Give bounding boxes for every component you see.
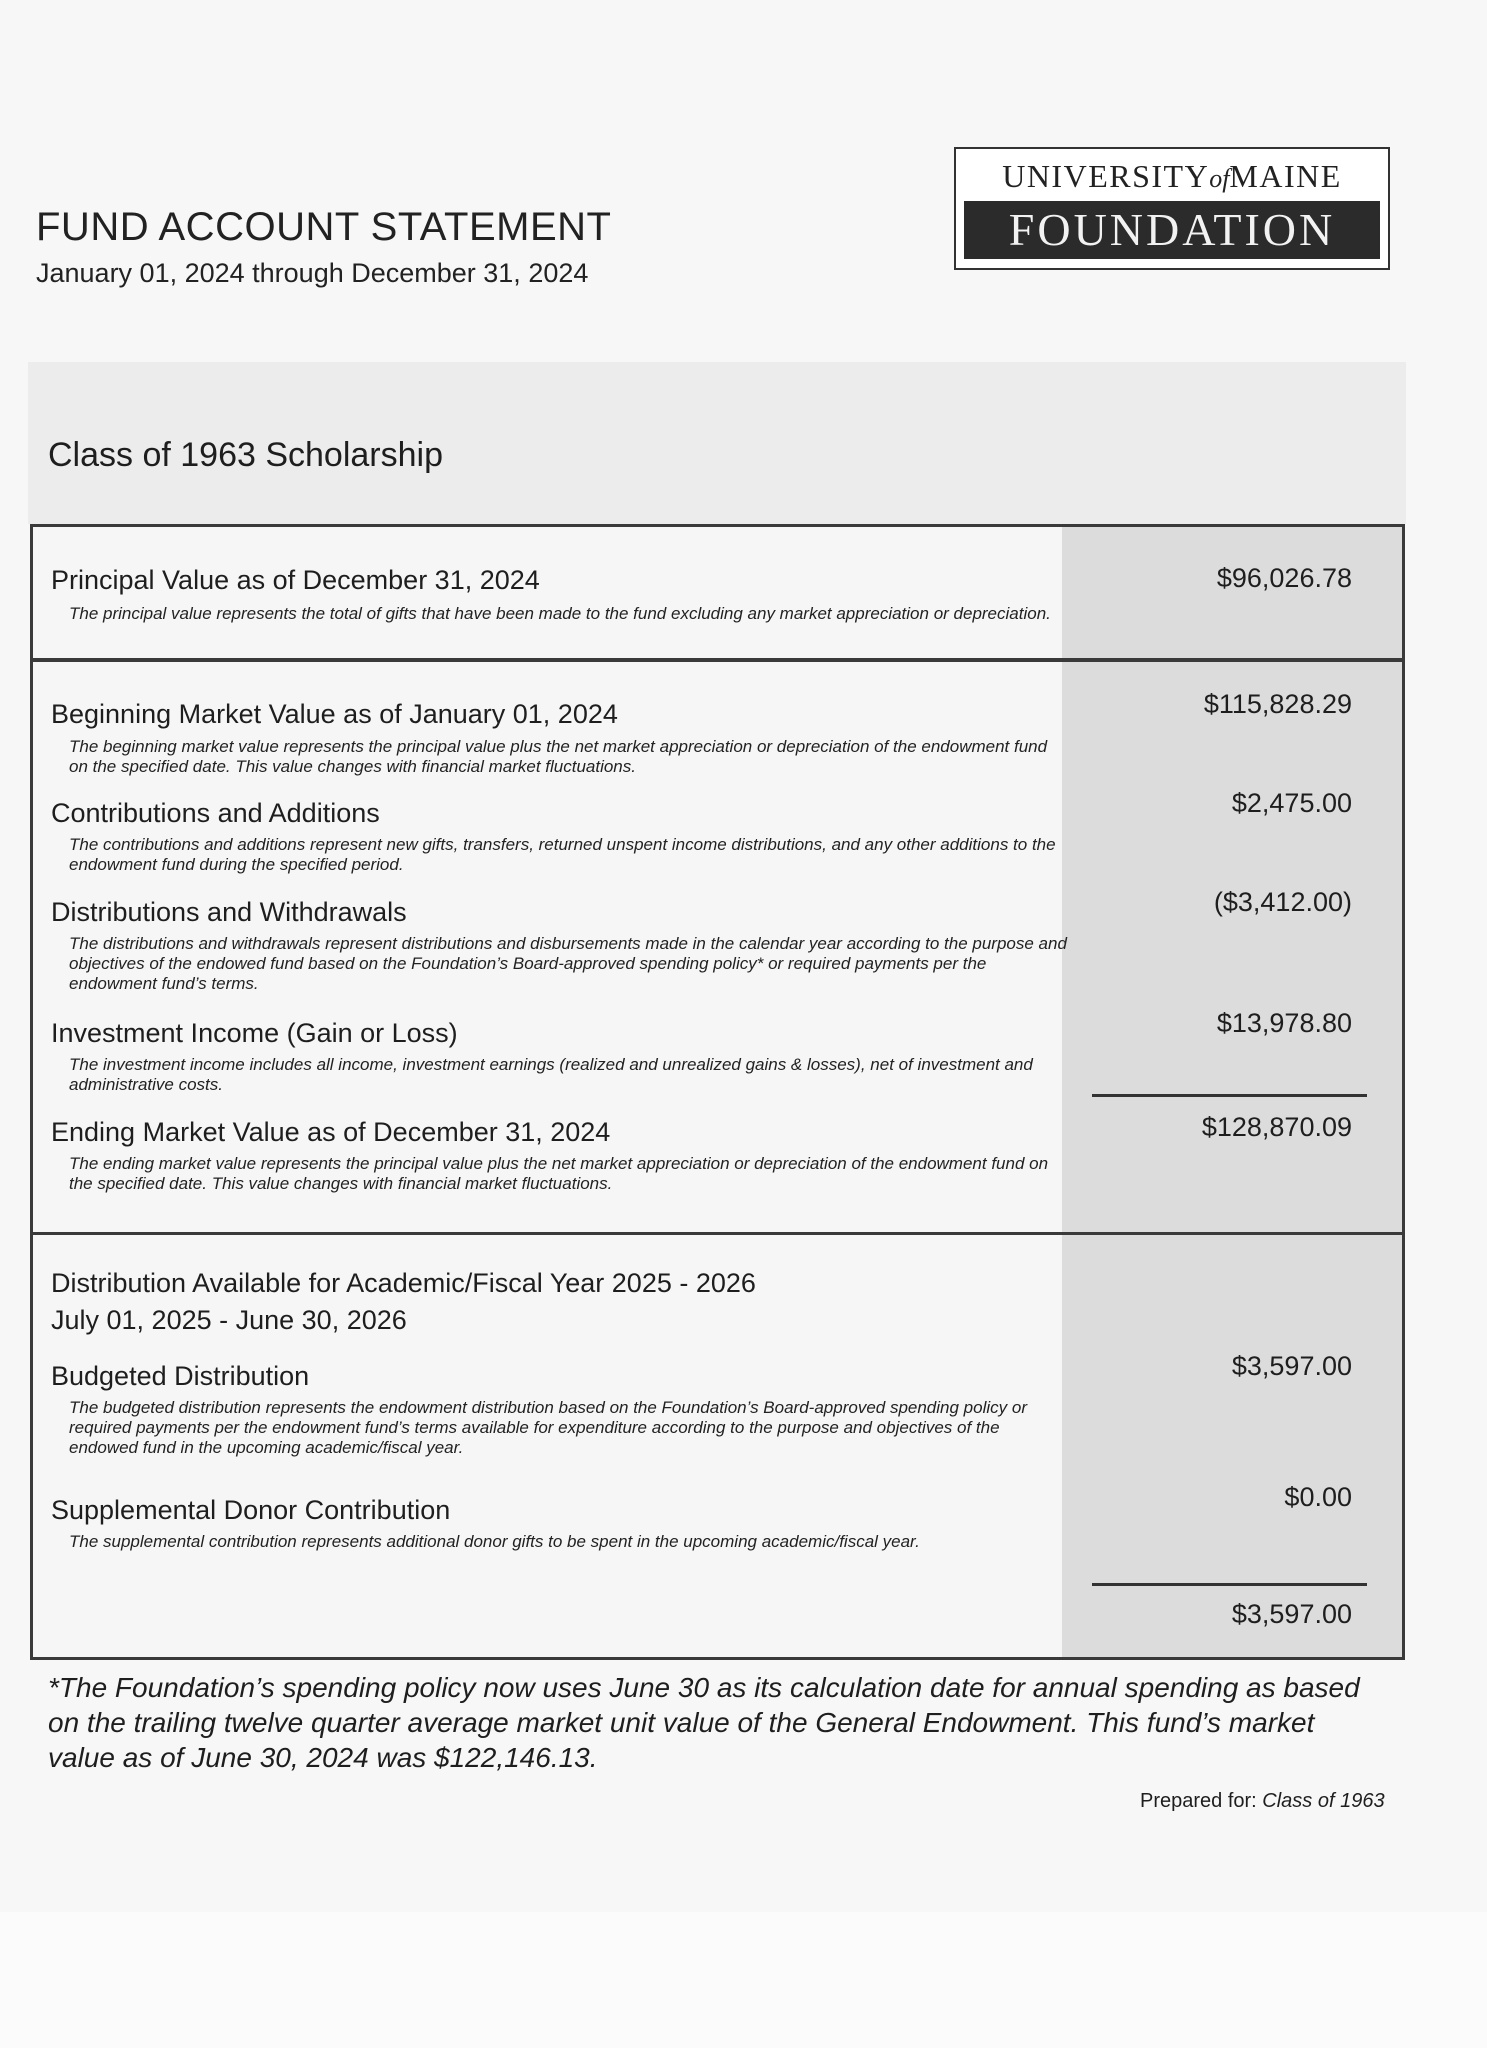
principal-description: The principal value represents the total of gifts that have been made to the fund excluding any market appreciation or depreciation. (69, 604, 1051, 623)
prepared-for (1140, 1790, 1385, 1813)
amount-column (1062, 1235, 1402, 1657)
budgeted-distribution-description: The budgeted distribution represents the endowment distribution based on the Foundation’s Board-approved spending policy or required payments per the endowment fund’s terms available for expenditure according to the purpose and objectives of the endowed fund in the upcoming academic/fiscal year. (69, 1398, 1027, 1457)
total-rule (1092, 1583, 1367, 1586)
supplemental-contribution-description: The supplemental contribution represents additional donor gifts to be spent in the upcoming academic/fiscal year. (69, 1532, 920, 1551)
investment-income-amount: $13,978.80 (1216, 1008, 1352, 1038)
supplemental-contribution-amount: $0.00 (1284, 1482, 1352, 1512)
logo-university-line: UNIVERSITYofMAINE (1002, 158, 1342, 194)
distributions-amount: ($3,412.00) (1213, 887, 1352, 917)
contributions-amount: $2,475.00 (1231, 788, 1352, 818)
ending-market-value-label: Ending Market Value as of December 31, 2024 (51, 1117, 611, 1147)
prepared-for-name: Class of 1963 (1262, 1790, 1385, 1812)
distribution-available-dates: July 01, 2025 - June 30, 2026 (51, 1305, 407, 1335)
ending-market-value-description: The ending market value represents the principal value plus the net market appreciation or depreciation of the endowment fund on the specified date. This value changes with financial market fluctuations. (69, 1154, 1049, 1193)
investment-income-label: Investment Income (Gain or Loss) (51, 1018, 458, 1048)
prepared-for-label: Prepared for: (1140, 1790, 1257, 1812)
budgeted-distribution-amount: $3,597.00 (1231, 1351, 1352, 1381)
statement-period: January 01, 2024 through December 31, 2024 (36, 258, 589, 288)
distribution-available-title: Distribution Available for Academic/Fiscal Year 2025 - 2026 (51, 1268, 756, 1298)
ending-market-value-amount: $128,870.09 (1201, 1112, 1352, 1142)
distributions-label: Distributions and Withdrawals (51, 897, 407, 927)
amount-column (1062, 662, 1402, 1232)
beginning-market-value-amount: $115,828.29 (1203, 689, 1352, 719)
logo-foundation-line: FOUNDATION (964, 201, 1380, 259)
distribution-total-amount: $3,597.00 (1231, 1599, 1352, 1629)
principal-amount: $96,026.78 (1216, 563, 1352, 593)
spending-policy-footnote: *The Foundation’s spending policy now uses June 30 as its calculation date for annual spending as based on the trailing twelve quarter average market unit value of the General Endowment. This fund’s market value as of June 30, 2024 was $122,146.13. (48, 1672, 1360, 1773)
principal-label: Principal Value as of December 31, 2024 (51, 565, 540, 595)
fund-name: Class of 1963 Scholarship (48, 436, 444, 474)
principal-section (30, 524, 1405, 661)
beginning-market-value-label: Beginning Market Value as of January 01, 2024 (51, 699, 618, 729)
distribution-available-section (30, 1232, 1405, 1660)
supplemental-contribution-label: Supplemental Donor Contribution (51, 1495, 451, 1525)
statement-title: FUND ACCOUNT STATEMENT (36, 205, 612, 249)
subtotal-rule (1092, 1094, 1367, 1097)
beginning-market-value-description: The beginning market value represents the principal value plus the net market appreciation or depreciation of the endowment fund on the specified date. This value changes with financial market fluctuations. (69, 737, 1048, 776)
university-of-maine-foundation-logo (954, 147, 1390, 270)
distributions-description: The distributions and withdrawals represent distributions and disbursements made in the calendar year according to the purpose and objectives of the endowed fund based on the Foundation’s Board-approved spending policy* or required payments per the endowment fund’s terms. (69, 934, 1067, 993)
scan-margin (0, 1912, 1487, 2048)
contributions-description: The contributions and additions represent new gifts, transfers, returned unspent income distributions, and any other additions to the endowment fund during the specified period. (69, 835, 1056, 874)
investment-income-description: The investment income includes all income, investment earnings (realized and unrealized gains & losses), net of investment and administrative costs. (69, 1055, 1033, 1094)
market-value-section (30, 659, 1405, 1235)
budgeted-distribution-label: Budgeted Distribution (51, 1361, 310, 1391)
contributions-label: Contributions and Additions (51, 798, 380, 828)
